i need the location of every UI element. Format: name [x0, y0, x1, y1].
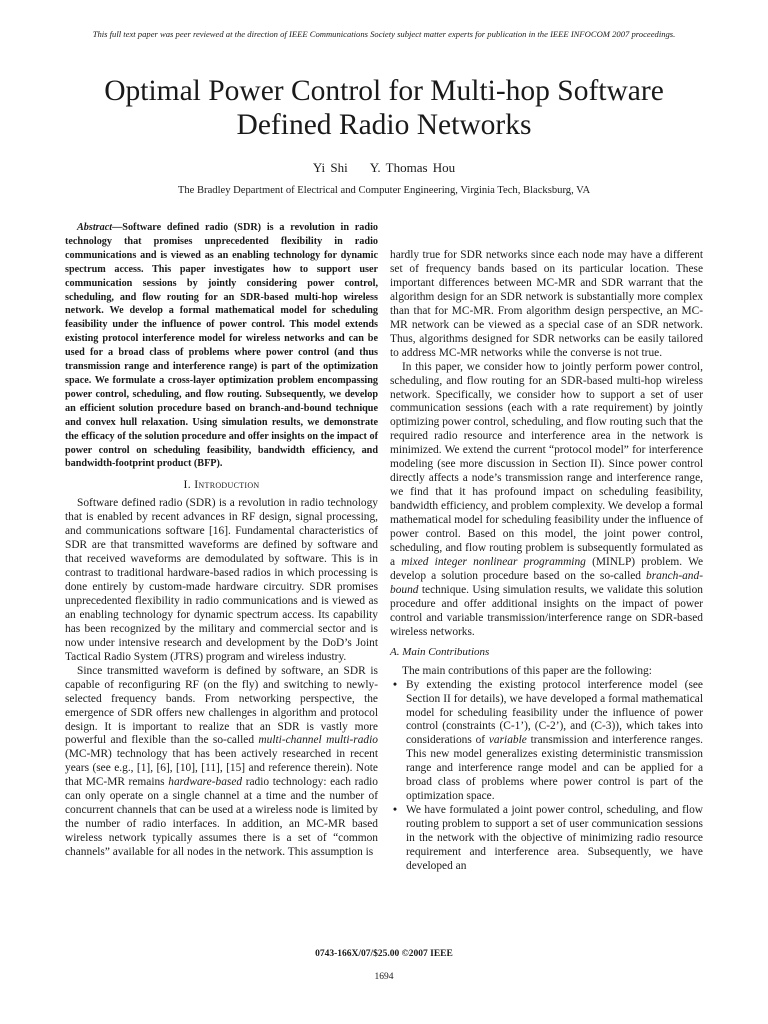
- emphasis-term: multi-channel multi-radio: [258, 734, 378, 747]
- emphasis-term: hardware-based: [168, 776, 243, 789]
- contributions-list: [390, 679, 703, 874]
- list-item: • We have formulated a joint power control, scheduling, and flow routing problem to support a set of user communication sessions in the network with the objective of minimizing radio resource requirement and interference area. Subsequently, we have developed an: [390, 804, 703, 874]
- section-number: I.: [183, 477, 191, 492]
- section-heading-introduction: [65, 478, 378, 492]
- emphasis-term: branch-and-bound: [390, 569, 703, 596]
- left-column: [65, 221, 378, 860]
- title-line-2: Defined Radio Networks: [236, 109, 532, 141]
- title-line-1: Optimal Power Control for Multi-hop Software: [104, 75, 664, 107]
- intro-paragraph-2: [65, 665, 378, 860]
- section-title: Introduction: [194, 477, 260, 492]
- abstract-dash: —: [112, 222, 123, 233]
- copyright-footer: 0743-166X/07/$25.00 ©2007 IEEE: [315, 949, 453, 959]
- subsection-heading-main-contributions: A. Main Contributions: [390, 645, 490, 658]
- emphasis-term: variable: [488, 734, 527, 747]
- abstract-text: Software defined radio (SDR) is a revolution in radio technology that promises unprecedented flexibility in radio communications and is viewed as an enabling technology for dynamic spectrum access. This paper investigates how to support user communication sessions by jointly considering power control, scheduling, and flow routing for an SDR-based multi-hop wireless network. We develop a formal mathematical model for scheduling feasibility under the influence of power control. This model extends existing protocol interference model for wireless networks and can be used for a broad class of problems where power control (and thus transmission range and interference range) is part of the optimization space. We formulate a cross-layer optimization problem encompassing power control, scheduling, and flow routing. Subsequently, we develop an efficient solution procedure based on branch-and-bound technique and convex hull relaxation. Using simulation results, we demonstrate the efficacy of the solution procedure and offer insights on the impact of power control on scheduling feasibility, bandwidth efficiency, and bandwidth-footprint product (BFP).: [65, 222, 378, 470]
- list-item: [390, 679, 703, 805]
- peer-review-note: This full text paper was peer reviewed at the direction of IEEE Communications Society subject matter experts for publication in the IEEE INFOCOM 2007 proceedings.: [92, 29, 676, 39]
- author-name: Y. Thomas Hou: [369, 160, 456, 175]
- text-run: (MC-MR) technology that has been actively researched in recent years (see e.g., [1], [6], [10], [11], [15] and reference therein). Note that MC-MR remains: [65, 748, 378, 789]
- abstract-label: Abstract: [77, 222, 113, 233]
- intro-paragraph-3: [390, 361, 703, 640]
- text-run: transmission and interference ranges. This new model generalizes existing deterministic transmission range and interference range model and can be applied for a broad class of problems where power control is part of the optimization space.: [406, 734, 703, 803]
- paper-title: [40, 74, 728, 142]
- author-name: Yi Shi: [312, 160, 348, 175]
- intro-paragraph-2-continued: hardly true for SDR networks since each node may have a different set of frequency bands based on its particular location. These important differences between MC-MR and SDR warrant that the algorithm design for an SDR network is substantially more complex than that for MC-MR. From algorithm design perspective, an MC-MR network can be viewed as a special case of an SDR network. Thus, algorithms designed for SDR networks can be easily tailored to address MC-MR networks while the converse is not true.: [390, 249, 703, 359]
- text-run: In this paper, we consider how to jointly perform power control, scheduling, and flow routing for an SDR-based multi-hop wireless network. Specifically, we consider how to support a set of user communication sessions (each with a rate requirement) by jointly optimizing power control, scheduling, and flow routing such that the required radio resource and interference area in the network is minimized. We extend the current “protocol model” for interference modeling (see more discussion in Section II). Since power control directly affects a node’s transmission range and interference range, we find that it has profound impact on scheduling feasibility, bandwidth efficiency, and problem complexity. We develop a formal mathematical model for scheduling feasibility under the influence of power control. Based on this model, the joint power control, scheduling, and flow routing problem is subsequently formulated as a: [390, 360, 703, 568]
- affiliation: The Bradley Department of Electrical and Computer Engineering, Virginia Tech, Blacksburg, VA: [177, 185, 591, 196]
- text-run: Since transmitted waveform is defined by software, an SDR is capable of reconfiguring RF (on the fly) and switching to newly-selected frequency bands. From networking perspective, the emergence of SDR offers new challenges in algorithm and protocol design. It is important to realize that an SDR is vastly more powerful and flexible than the so-called: [65, 664, 378, 747]
- right-column: [390, 249, 703, 874]
- abstract: [65, 221, 378, 471]
- text-run: (MINLP) problem. We develop a solution procedure based on the so-called: [390, 555, 704, 582]
- text-run: radio technology: each radio can only operate on a single channel at a time and the number of concurrent channels that can be used at a wireless node is limited by the number of radio interfaces. In addition, an MC-MR based wireless network typically assumes there is a set of “common channels” available for all nodes in the network. This assumption is: [65, 776, 378, 859]
- text-run: technique. Using simulation results, we validate this solution procedure and offer additional insights on the impact of power control and variable transmission/interference range on SDR-based wireless networks.: [390, 583, 703, 638]
- author-list: [0, 160, 768, 176]
- contributions-intro: The main contributions of this paper are the following:: [402, 664, 652, 677]
- emphasis-term: mixed integer nonlinear programming: [401, 555, 586, 568]
- intro-paragraph-1: Software defined radio (SDR) is a revolution in radio technology that is enabled by recent advances in RF design, signal processing, and communications software [16]. Fundamental characteristics of SDR are that transmitted waveforms are defined by software and that received waveforms are demodulated by software. This is in contrast to traditional hardware-based radios in which processing is done entirely by custom-made hardware circuitry. SDR promises unprecedented flexibility in radio communications and is viewed as an enabling technology for dynamic spectrum access. Its capability has been recognized by the military and commercial sector and is now under intensive research and development by the DoD’s Joint Tactical Radio System (JTRS) program and wireless industry.: [65, 497, 378, 663]
- text-run: By extending the existing protocol interference model (see Section II for details), we have developed a formal mathematical model for scheduling feasibility under the influence of power control (constraints (C-1’), (C-2’), and (C-3)), which takes into considerations of: [406, 678, 703, 747]
- page-number: 1694: [374, 972, 394, 982]
